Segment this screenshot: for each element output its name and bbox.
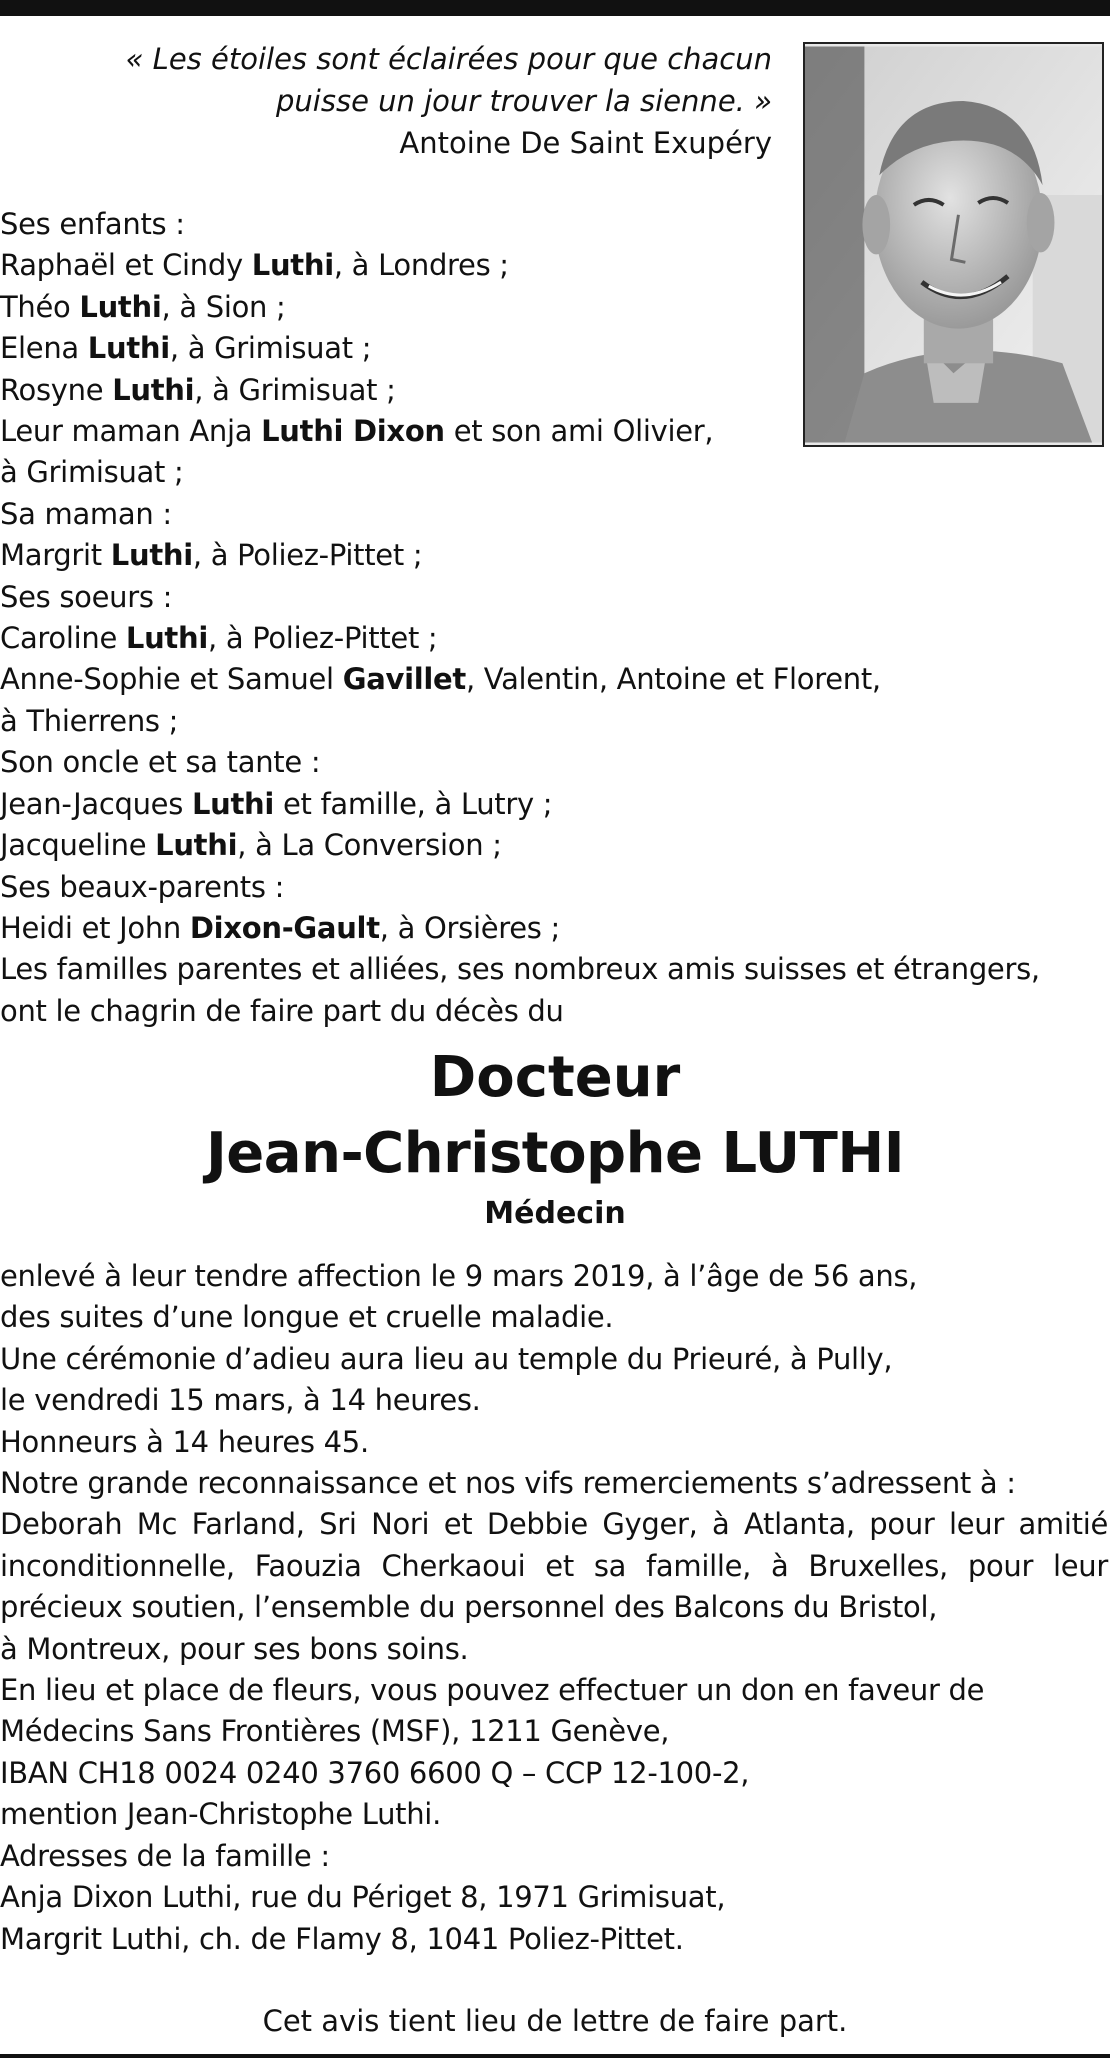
family-line-text: Jacqueline [0, 828, 156, 863]
family-line-text: , à Poliez-Pittet ; [207, 621, 438, 656]
family-line-text: , à Orsières ; [379, 910, 560, 945]
family-line-text: Anne-Sophie et Samuel [0, 662, 343, 697]
details-line: Anja Dixon Luthi, rue du Périget 8, 1971 Grimisuat, [0, 1880, 726, 1915]
details-line: inconditionnelle, Faouzia Cherkaoui et sa famille, à Bruxelles, pour leur [0, 1548, 1108, 1583]
family-surname: Luthi [251, 248, 334, 283]
details-line: Médecins Sans Frontières (MSF), 1211 Genève, [0, 1714, 670, 1749]
epigraph [60, 38, 772, 164]
family-line [0, 535, 1100, 576]
family-line [0, 494, 1100, 535]
family-surname: Luthi [112, 372, 195, 407]
family-line-text: , à Londres ; [333, 248, 509, 283]
epigraph-quote-line-1: « Les étoiles sont éclairées pour que chacun [125, 42, 772, 76]
family-line-text: et famille, à Lutry ; [274, 786, 553, 821]
family-surname: Luthi Dixon [261, 414, 445, 449]
family-line-text: Margrit [0, 538, 111, 573]
family-line-text: Elena [0, 331, 88, 366]
family-line-text: Ses enfants : [0, 207, 185, 241]
family-line-text: Raphaël et Cindy [0, 248, 252, 283]
family-surname: Luthi [155, 828, 238, 863]
family-line [0, 908, 1100, 949]
family-line-text: , à Poliez-Pittet ; [192, 538, 423, 573]
family-line [0, 618, 1100, 659]
family-line [0, 370, 1100, 411]
family-line-text: Jean-Jacques [0, 786, 192, 821]
deceased-name: Jean-Christophe LUTHI [205, 1121, 905, 1186]
details-text [0, 1256, 1108, 1960]
details-line: le vendredi 15 mars, à 14 heures. [0, 1383, 481, 1418]
family-surname: Luthi [125, 621, 208, 656]
family-line-text: et son ami Olivier, [444, 414, 714, 449]
family-line [0, 287, 1100, 328]
details-line: Margrit Luthi, ch. de Flamy 8, 1041 Poliez-Pittet. [0, 1921, 684, 1956]
family-line [0, 825, 1100, 866]
family-surname: Luthi [87, 331, 170, 366]
family-line-text: Son oncle et sa tante : [0, 745, 321, 780]
family-surname: Luthi [79, 289, 162, 324]
family-line [0, 245, 1100, 286]
family-line-text: Les familles parentes et alliées, ses nombreux amis suisses et étrangers, [0, 952, 1040, 987]
family-line [0, 991, 1100, 1032]
bottom-rule [0, 2054, 1110, 2058]
epigraph-quote-line-2: puisse un jour trouver la sienne. » [276, 84, 772, 118]
family-line-text: Ses beaux-parents : [0, 869, 285, 904]
family-surname: Gavillet [342, 662, 466, 697]
family-line-text: à Grimisuat ; [0, 455, 184, 490]
family-line-text: Rosyne [0, 372, 113, 407]
details-line: précieux soutien, l’ensemble du personnel des Balcons du Bristol, [0, 1590, 938, 1625]
family-line-text: , à Sion ; [161, 289, 286, 324]
closing-note: Cet avis tient lieu de lettre de faire part. [262, 2004, 848, 2038]
family-line [0, 701, 1100, 742]
epigraph-author: Antoine De Saint Exupéry [399, 126, 772, 160]
family-line-text: , à Grimisuat ; [169, 331, 372, 366]
family-line-text: ont le chagrin de faire part du décès du [0, 993, 564, 1028]
family-line [0, 411, 1100, 452]
family-line [0, 659, 1100, 700]
family-list [0, 204, 1100, 1032]
details-line: à Montreux, pour ses bons soins. [0, 1631, 469, 1666]
family-line [0, 577, 1100, 618]
family-line [0, 328, 1100, 369]
details-line: enlevé à leur tendre affection le 9 mars 2019, à l’âge de 56 ans, [0, 1259, 918, 1293]
deceased-role: Médecin [484, 1196, 626, 1231]
family-surname: Luthi [191, 786, 275, 821]
details-line: des suites d’une longue et cruelle maladie. [0, 1300, 614, 1335]
details-line: Adresses de la famille : [0, 1838, 330, 1873]
family-line [0, 742, 1100, 783]
family-line-text: Ses soeurs : [0, 579, 173, 614]
details-line: Deborah Mc Farland, Sri Nori et Debbie Gyger, à Atlanta, pour leur amitié [0, 1507, 1108, 1542]
details-line: IBAN CH18 0024 0240 3760 6600 Q – CCP 12-100-2, [0, 1755, 750, 1790]
family-line [0, 452, 1100, 493]
details-line: Honneurs à 14 heures 45. [0, 1424, 369, 1459]
family-line-text: , à La Conversion ; [237, 828, 502, 863]
details-line: En lieu et place de fleurs, vous pouvez effectuer un don en faveur de [0, 1673, 985, 1708]
family-line [0, 204, 1100, 245]
deceased-name-block [0, 1042, 1110, 1234]
family-line-text: Caroline [0, 621, 126, 656]
top-rule [0, 0, 1110, 16]
family-line [0, 867, 1100, 908]
family-surname: Dixon-Gault [189, 910, 380, 945]
details-line: Notre grande reconnaissance et nos vifs remerciements s’adressent à : [0, 1466, 1016, 1501]
family-line-text: Heidi et John [0, 910, 190, 945]
details-line: mention Jean-Christophe Luthi. [0, 1797, 441, 1832]
family-line-text: , Valentin, Antoine et Florent, [465, 662, 881, 697]
details-line: Une cérémonie d’adieu aura lieu au temple du Prieuré, à Pully, [0, 1341, 893, 1376]
family-line-text: Théo [0, 289, 80, 324]
family-line [0, 949, 1100, 990]
family-line-text: Sa maman : [0, 496, 172, 531]
family-surname: Luthi [110, 538, 193, 573]
family-line-text: , à Grimisuat ; [194, 372, 396, 407]
family-line [0, 784, 1100, 825]
family-line-text: à Thierrens ; [0, 703, 179, 738]
family-line-text: Leur maman Anja [0, 414, 262, 449]
deceased-title: Docteur [429, 1045, 681, 1110]
